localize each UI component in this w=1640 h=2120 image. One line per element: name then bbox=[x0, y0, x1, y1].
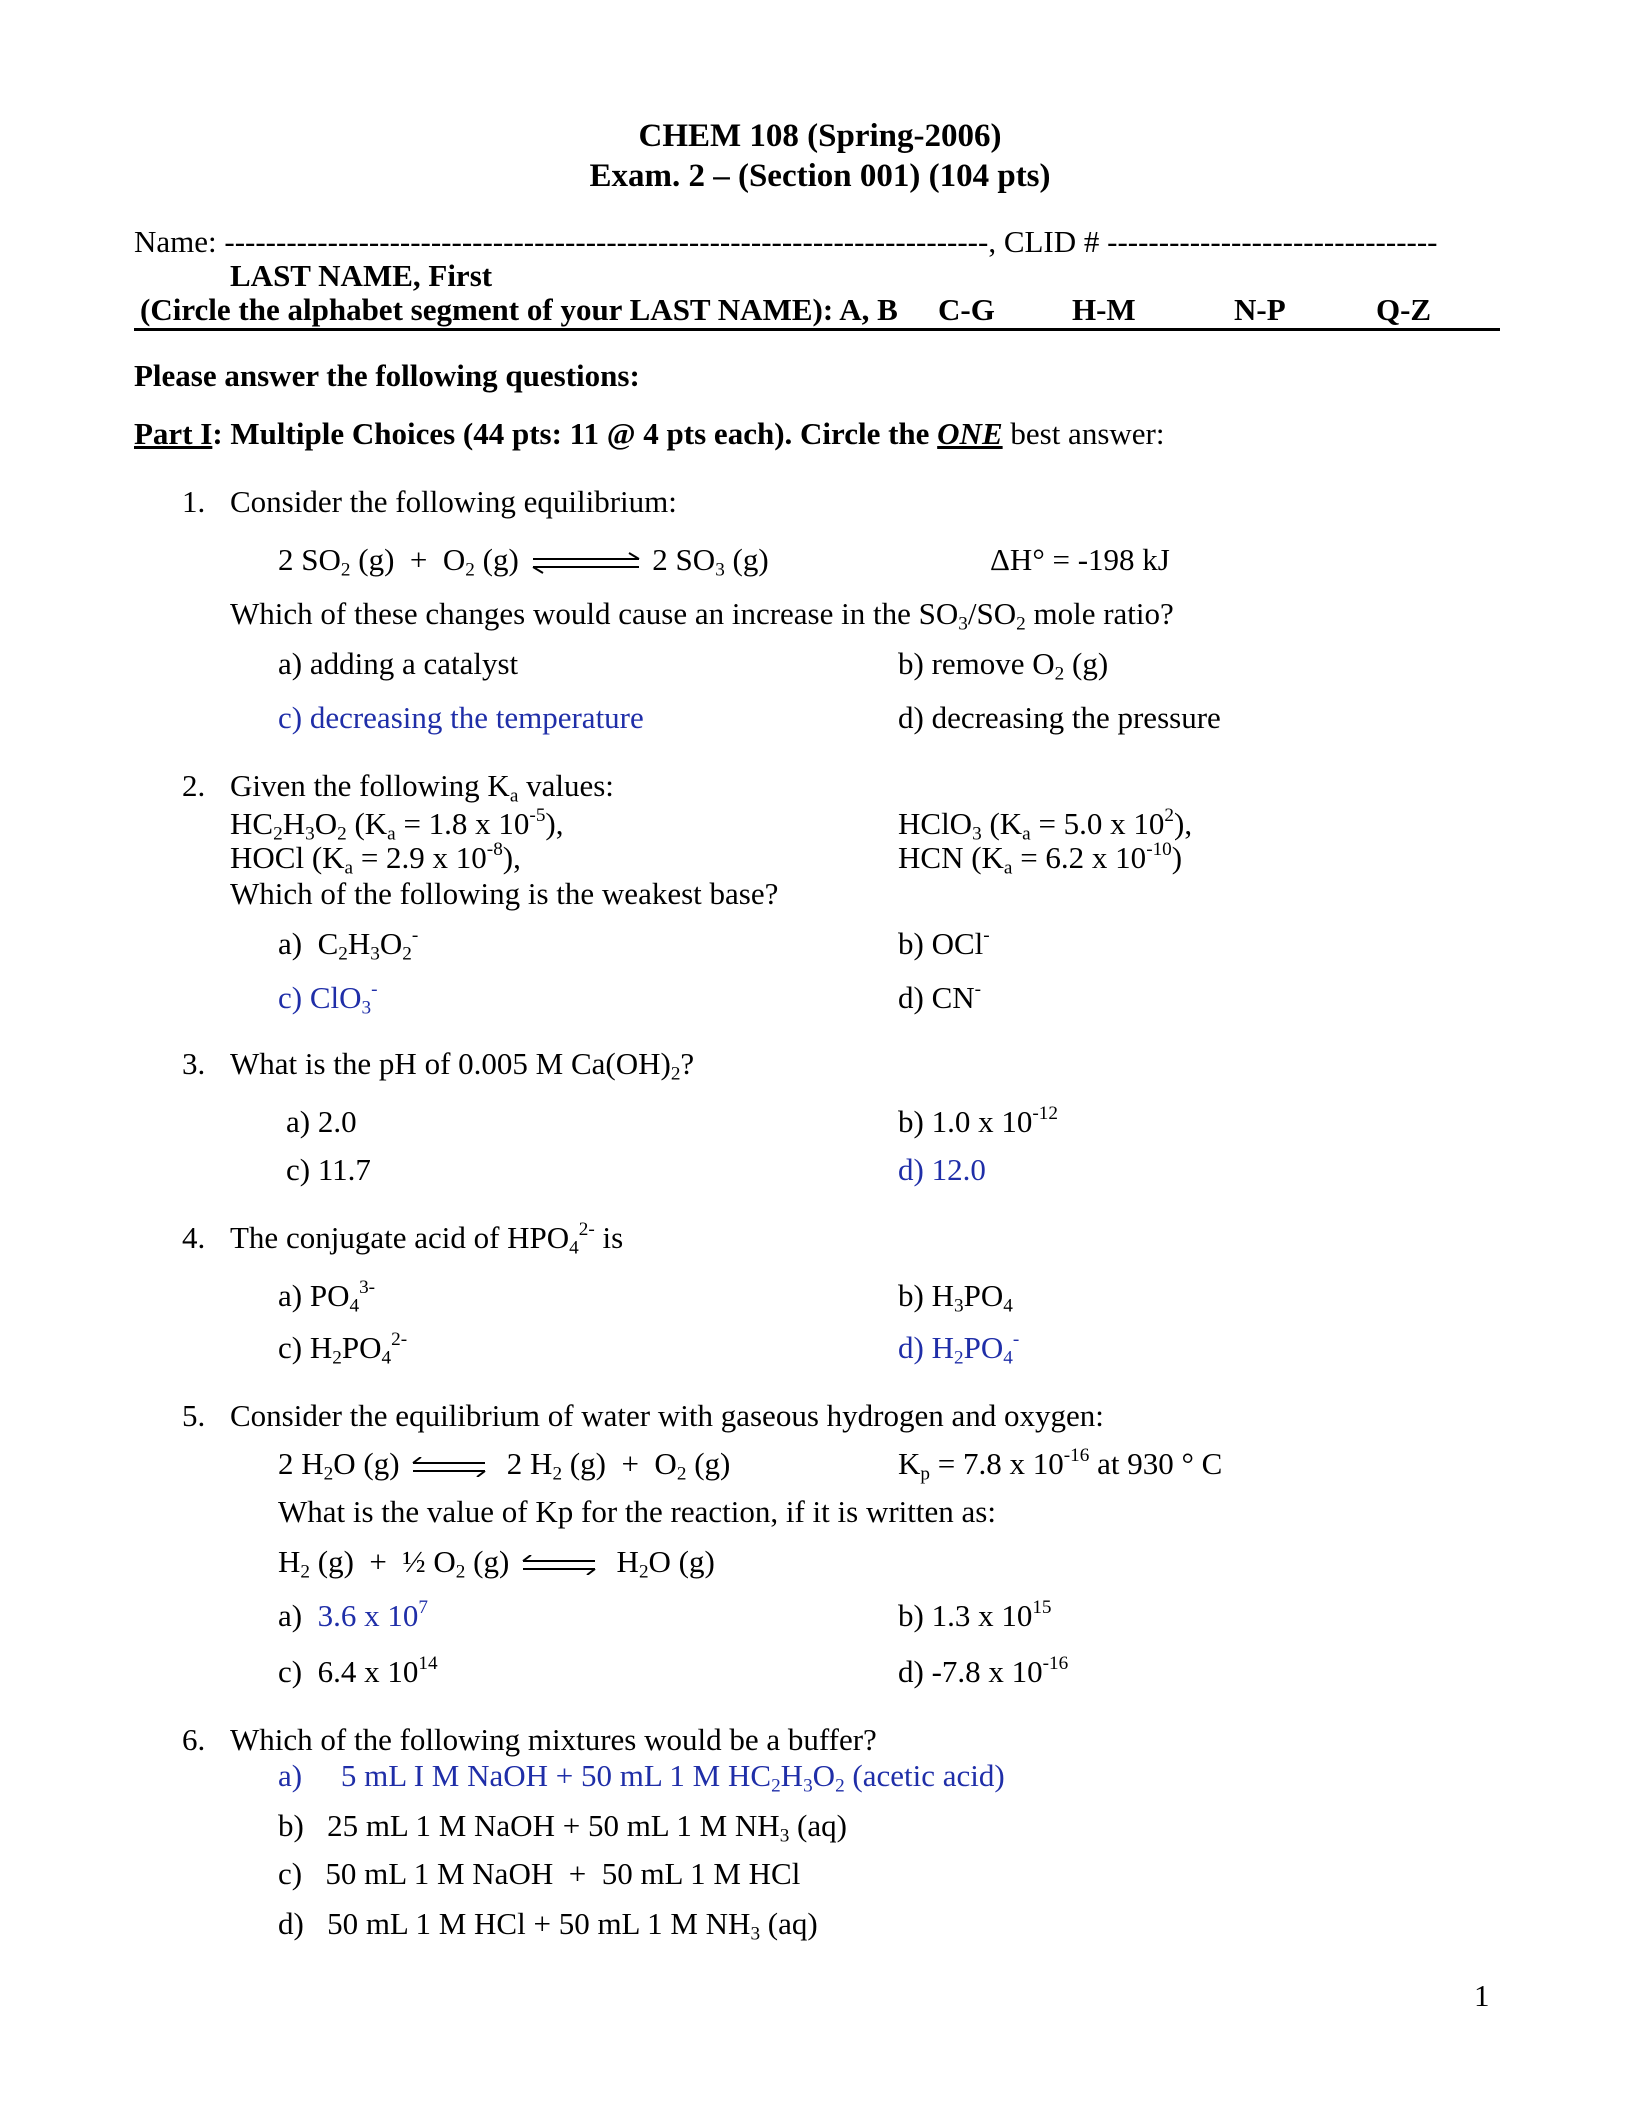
clid-blank[interactable]: -------------------------------- bbox=[1107, 224, 1438, 259]
segment-qz[interactable]: Q-Z bbox=[1376, 292, 1432, 327]
q1-number: 1. bbox=[182, 484, 206, 519]
exam-subtitle: Exam. 2 – (Section 001) (104 pts) bbox=[589, 158, 1051, 194]
name-line bbox=[134, 224, 1437, 260]
q4-option-a[interactable]: a) $PO_4^{3-}$ bbox=[278, 1276, 376, 1317]
q2-option-a[interactable]: a) $C_2H_3O_2^-$ bbox=[278, 924, 419, 965]
q4-number: 4. bbox=[182, 1220, 206, 1255]
q5-equation-1: 2 $H_2O$ (g) 2 $H_2$ $(g) + O_2$ (g) bbox=[278, 1446, 731, 1485]
segment-np[interactable]: N-P bbox=[1234, 292, 1286, 327]
instructions: Please answer the following questions: bbox=[134, 358, 640, 393]
q6-option-c[interactable]: c) 50 mL 1 M NaOH + 50 mL 1 M HCl bbox=[278, 1856, 801, 1891]
q6-prompt: Which of the following mixtures would be a buffer? bbox=[230, 1722, 877, 1757]
q5-prompt: Consider the equilibrium of water with gaseous hydrogen and oxygen: bbox=[230, 1398, 1104, 1433]
part1-label: Part I bbox=[134, 416, 213, 451]
q2-ka-chloric: HClO$_3$ ($K_a = 5.0$ x $10^2$), bbox=[898, 804, 1193, 845]
q5-equation-2: $H_2$ (g) + ½ $O_2$ (g) $H_2O$ (g) bbox=[278, 1544, 715, 1583]
q2-option-c[interactable]: c) ClO$_3$- bbox=[278, 978, 378, 1019]
q5-kp-given: $K_p = 7.8$ x $10^{-16}$ at 930 ° C bbox=[898, 1444, 1223, 1485]
q4-option-d[interactable]: d) $H_2PO_4^-$ bbox=[898, 1328, 1020, 1369]
header-rule bbox=[134, 328, 1500, 331]
q5-number: 5. bbox=[182, 1398, 206, 1433]
q5-option-a[interactable]: a) 3.6 x $10^7$ bbox=[278, 1596, 428, 1633]
q2-prompt-text: Given the following K bbox=[230, 768, 510, 803]
q2-ka-hcn: HCN ($K_a = 6.2$ x $10^{-10}$) bbox=[898, 838, 1183, 879]
equilibrium-arrow-icon bbox=[517, 1555, 601, 1575]
q1-option-d[interactable]: d) decreasing the pressure bbox=[898, 700, 1221, 735]
q6-option-d[interactable]: d) 50 mL 1 M HCl + 50 mL 1 M $NH_3$ (aq) bbox=[278, 1906, 818, 1945]
q2-option-d[interactable]: d) CN- bbox=[898, 978, 982, 1015]
equilibrium-arrow-icon bbox=[407, 1457, 491, 1477]
last-name-hint: LAST NAME, First bbox=[230, 258, 493, 293]
q3-option-d[interactable]: d) 12.0 bbox=[898, 1152, 986, 1187]
q1-option-b-text: b) remove O bbox=[898, 646, 1055, 681]
q3-prompt: What is the pH of 0.005 M $Ca(OH)_2$? bbox=[230, 1046, 695, 1085]
q6-option-b[interactable]: b) 25 mL 1 M NaOH + 50 mL 1 M $NH_3$ (aq) bbox=[278, 1808, 847, 1847]
q2-prompt: Given the following $K_a$ values: bbox=[230, 768, 614, 807]
q6-option-a[interactable]: a) 5 mL I M NaOH + 50 mL 1 M $HC_2H_3O_2$ (acetic acid) bbox=[278, 1758, 1005, 1797]
q1-prompt: Consider the following equilibrium: bbox=[230, 484, 677, 519]
q1-option-c[interactable]: c) decreasing the temperature bbox=[278, 700, 644, 735]
q1-option-b[interactable]: b) remove $O_2$ (g) bbox=[898, 646, 1109, 685]
exam-title: CHEM 108 (Spring-2006) bbox=[638, 118, 1002, 154]
q5-option-d[interactable]: d) -7.8 x $10^{-16}$ bbox=[898, 1652, 1069, 1689]
q4-prompt: The conjugate acid of $HPO_4^{2-}$ is bbox=[230, 1218, 624, 1259]
q3-number: 3. bbox=[182, 1046, 206, 1081]
part1-tail: best answer: bbox=[1010, 416, 1165, 451]
part1-heading bbox=[134, 416, 1164, 452]
q3-option-c[interactable]: c) 11.7 bbox=[286, 1152, 371, 1187]
q4-option-b[interactable]: b) $H_3PO_4$ bbox=[898, 1278, 1013, 1317]
clid-label: , CLID # bbox=[988, 224, 1100, 259]
q2-ka-hypochlorous: HOCl ($K_a = 2.9$ x $10^{-8}$), bbox=[230, 838, 521, 879]
q2-ka-acetic: $HC_2H_3O_2$ ($K_a = 1.8$ x $10^{-5}$), bbox=[230, 804, 564, 845]
name-blank[interactable]: -------------------------------------------------------------------------- bbox=[224, 224, 989, 259]
q2-question: Which of the following is the weakest base? bbox=[230, 876, 779, 911]
q4-option-c[interactable]: c) $H_2PO_4^{2-}$ bbox=[278, 1328, 408, 1369]
q5-option-b[interactable]: b) 1.3 x $10^{15}$ bbox=[898, 1596, 1052, 1633]
part1-one: ONE bbox=[937, 416, 1003, 451]
q1-option-a[interactable]: a) adding a catalyst bbox=[278, 646, 519, 681]
q1-enthalpy: ΔH° = -198 kJ bbox=[990, 542, 1170, 577]
segment-cg[interactable]: C-G bbox=[938, 292, 995, 327]
q3-option-b[interactable]: b) 1.0 x $10^{-12}$ bbox=[898, 1102, 1058, 1139]
q2-number: 2. bbox=[182, 768, 206, 803]
q3-option-a[interactable]: a) 2.0 bbox=[286, 1104, 357, 1139]
q5-option-c[interactable]: c) 6.4 x $10^{14}$ bbox=[278, 1652, 438, 1689]
segment-prompt: (Circle the alphabet segment of your LAST NAME): A, B bbox=[140, 292, 898, 327]
part1-desc: : Multiple Choices (44 pts: 11 @ 4 pts each). Circle the bbox=[212, 416, 930, 451]
q2-option-b[interactable]: b) OCl- bbox=[898, 924, 990, 961]
equilibrium-arrow-icon bbox=[527, 552, 645, 574]
q5-question: What is the value of Kp for the reaction, if it is written as: bbox=[278, 1494, 996, 1529]
name-label: Name: bbox=[134, 224, 217, 259]
q1-question: Which of these changes would cause an increase in the $SO_3/SO_2$ mole ratio? bbox=[230, 596, 1174, 635]
page-number: 1 bbox=[1474, 1978, 1490, 2013]
segment-hm[interactable]: H-M bbox=[1072, 292, 1136, 327]
q1-equation: 2 $SO_2$ $(g) + O_2$ (g) 2 $SO_3$ (g) bbox=[278, 542, 769, 581]
q6-number: 6. bbox=[182, 1722, 206, 1757]
